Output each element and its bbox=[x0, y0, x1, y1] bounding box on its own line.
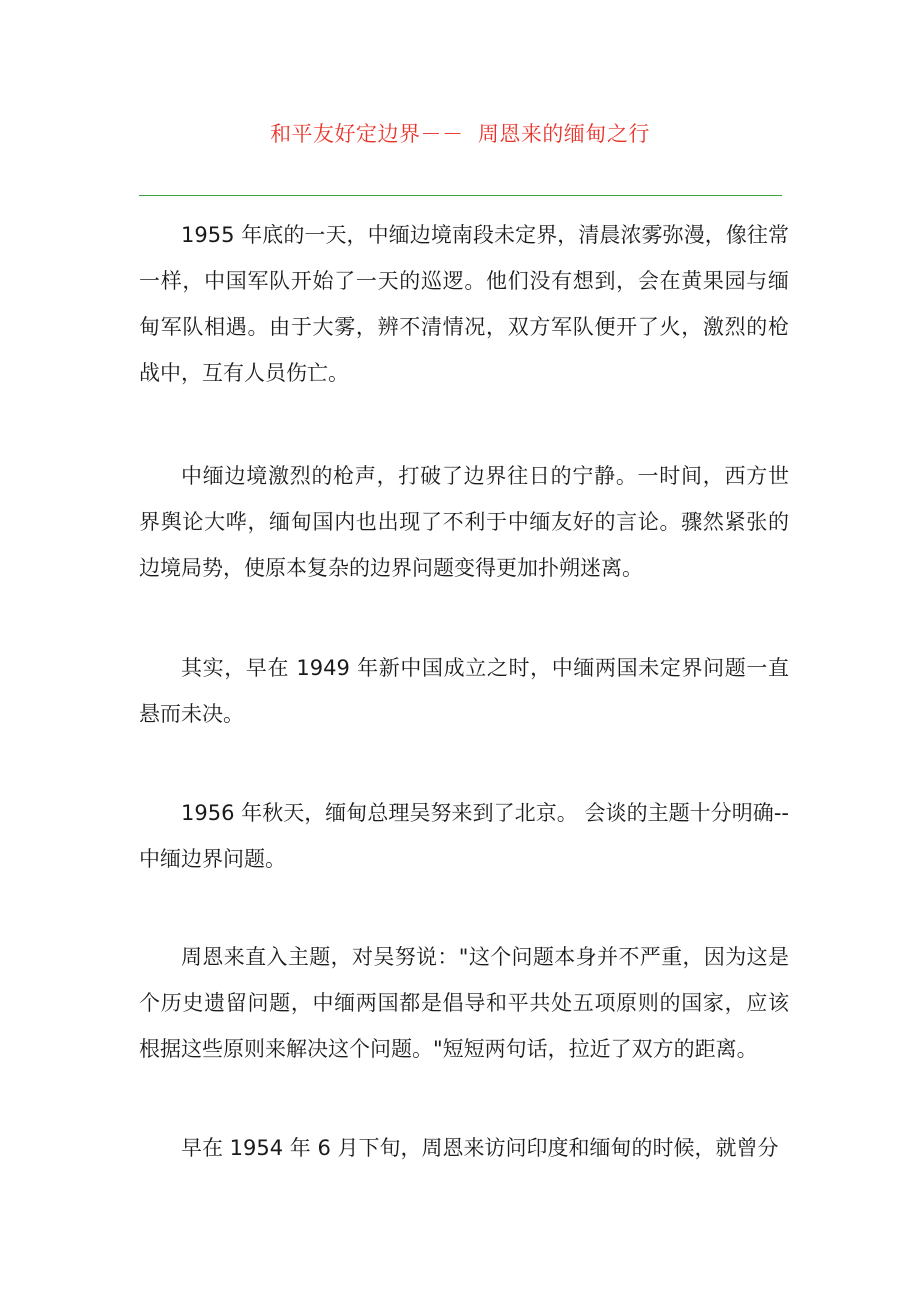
paragraph-3: 其实，早在 1949 年新中国成立之时，中缅两国未定界问题一直悬而未决。 bbox=[139, 656, 789, 726]
paragraph-5: 周恩来直入主题，对吴努说："这个问题本身并不严重，因为这是个历史遗留问题，中缅两国都是倡导和平共处五项原则的国家，应该根据这些原则来解决这个问题。"短短两句话，拉近了双方的距离。 bbox=[139, 945, 789, 1061]
paragraph-2: 中缅边境激烈的枪声，打破了边界往日的宁静。一时间，西方世界舆论大哗，缅甸国内也出现了不利于中缅友好的言论。骤然紧张的边境局势，使原本复杂的边界问题变得更加扑朔迷离。 bbox=[139, 464, 789, 580]
document-title: 和平友好定边界－－ 周恩来的缅甸之行 bbox=[270, 122, 650, 146]
paragraph-6: 早在 1954 年 6 月下旬，周恩来访问印度和缅甸的时候，就曾分 bbox=[181, 1136, 779, 1160]
paragraph-4: 1956 年秋天，缅甸总理吴努来到了北京。 会谈的主题十分明确--中缅边界问题。 bbox=[139, 801, 789, 871]
title-divider bbox=[139, 195, 782, 196]
paragraph-1: 1955 年底的一天，中缅边境南段未定界，清晨浓雾弥漫，像往常一样，中国军队开始了一天的巡逻。他们没有想到，会在黄果园与缅甸军队相遇。由于大雾，辨不清情况，双方军队便开了火，激烈的枪战中，互有人员伤亡。 bbox=[139, 223, 789, 385]
